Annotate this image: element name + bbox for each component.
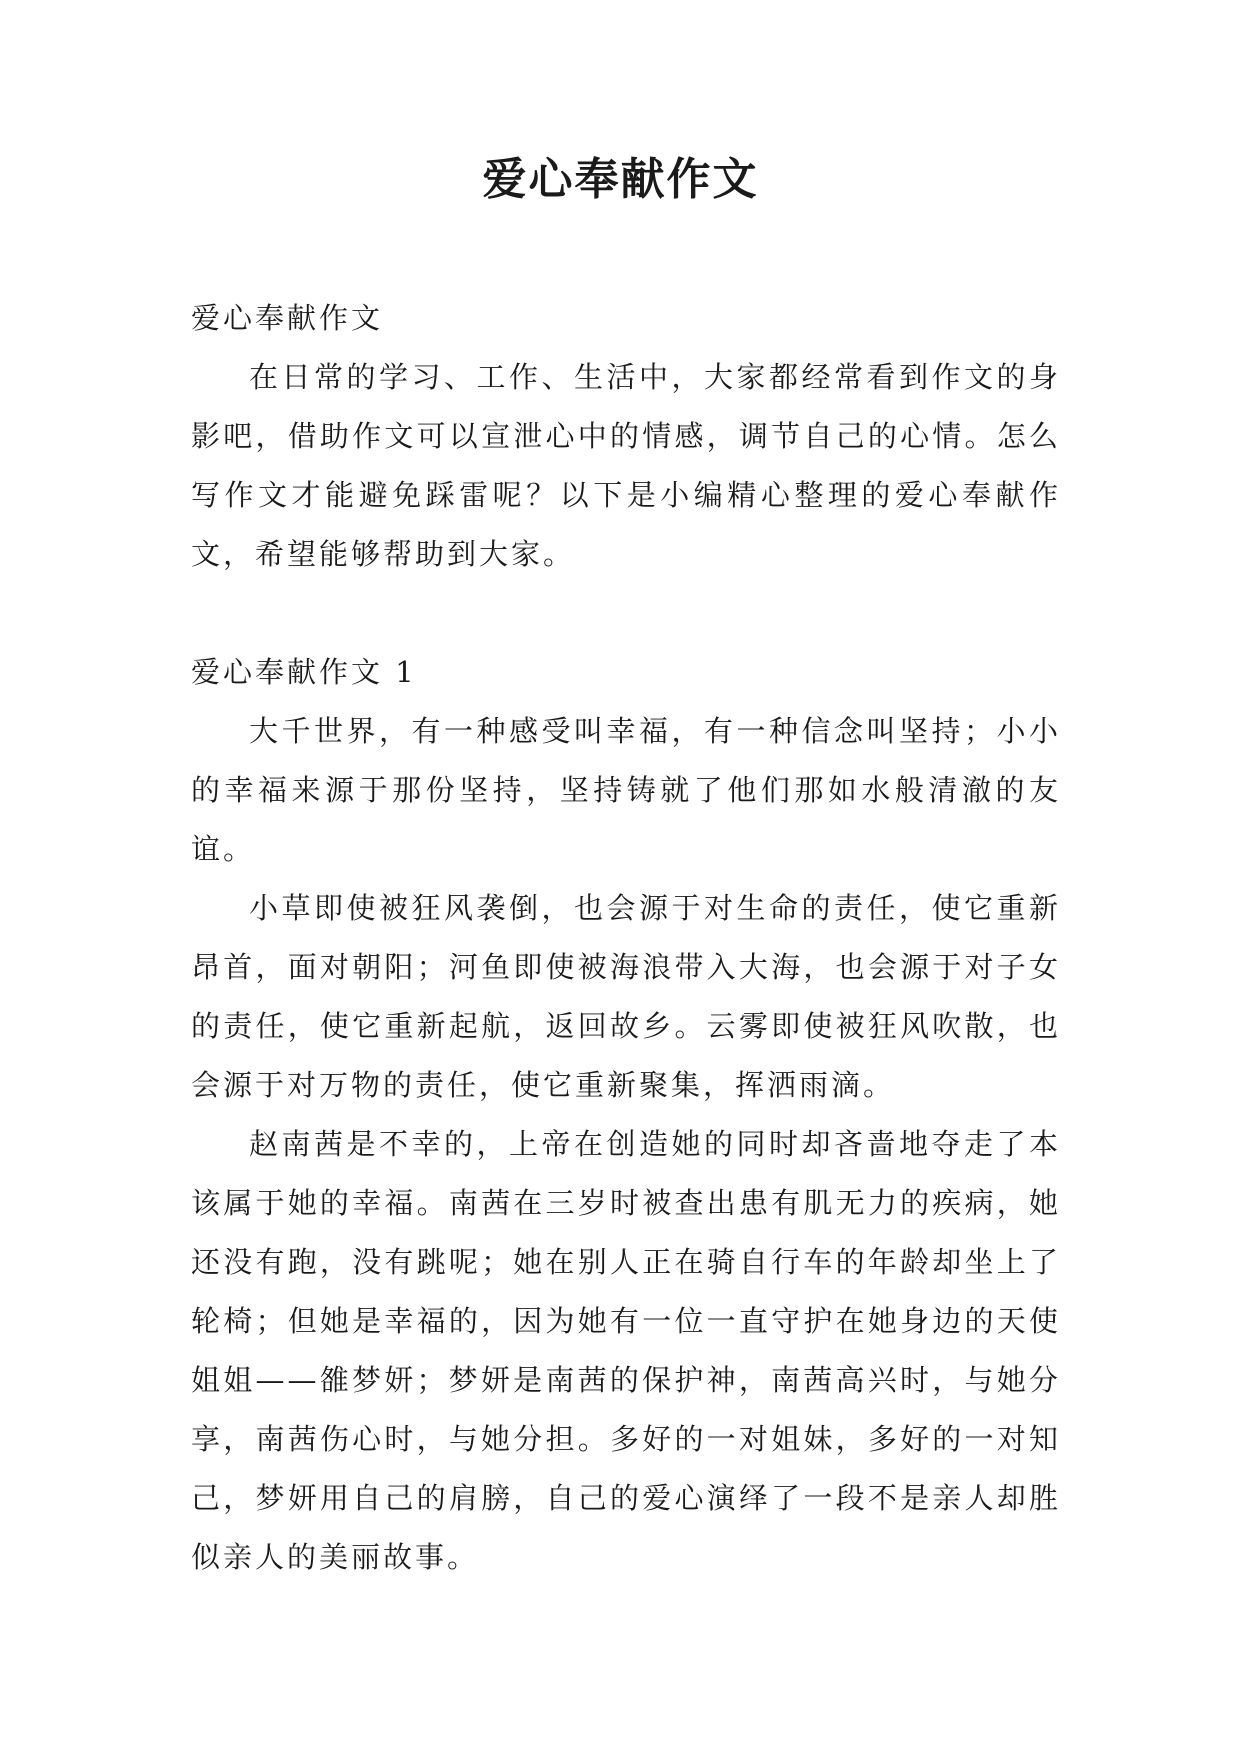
- section1-paragraph-1: 大千世界，有一种感受叫幸福，有一种信念叫坚持；小小的幸福来源于那份坚持，坚持铸就了他们那如水般清澈的友谊。: [191, 714, 1061, 866]
- intro-heading: 爱心奉献作文: [191, 301, 384, 335]
- section1-paragraph-2: 小草即使被狂风袭倒，也会源于对生命的责任，使它重新昂首，面对朝阳；河鱼即使被海浪带入大海，也会源于对子女的责任，使它重新起航，返回故乡。云雾即使被狂风吹散，也会源于对万物的责任，使它重新聚集，挥洒雨滴。: [191, 891, 1061, 1102]
- document-title: 爱心奉献作文: [482, 154, 759, 205]
- document-body: [191, 289, 1061, 1587]
- section1-paragraph-3: 赵南茜是不幸的，上帝在创造她的同时却吝啬地夺走了本该属于她的幸福。南茜在三岁时被查出患有肌无力的疾病，她还没有跑，没有跳呢；她在别人正在骑自行车的年龄却坐上了轮椅；但她是幸福的，因为她有一位一直守护在她身边的天使姐姐——雒梦妍；梦妍是南茜的保护神，南茜高兴时，与她分享，南茜伤心时，与她分担。多好的一对姐妹，多好的一对知己，梦妍用自己的肩膀，自己的爱心演绎了一段不是亲人却胜似亲人的美丽故事。: [191, 1127, 1061, 1574]
- intro-paragraph: 在日常的学习、工作、生活中，大家都经常看到作文的身影吧，借助作文可以宣泄心中的情感，调节自己的心情。怎么写作文才能避免踩雷呢？以下是小编精心整理的爱心奉献作文，希望能够帮助到大家。: [191, 360, 1061, 571]
- section-spacer: [191, 584, 1061, 643]
- section1-heading: 爱心奉献作文 1: [191, 655, 417, 689]
